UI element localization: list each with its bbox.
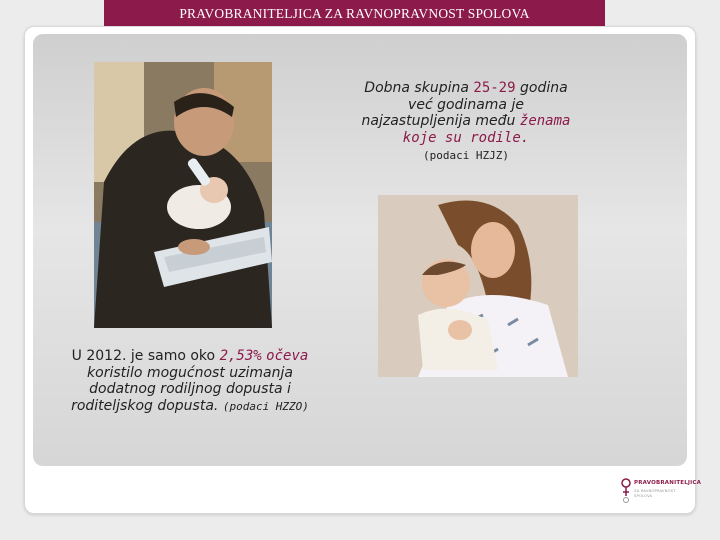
- stat-women-highlight: ženama koje su rodile.: [402, 113, 571, 146]
- stat-age-highlight: 25-29: [473, 80, 516, 96]
- ombudsperson-logo: [620, 474, 702, 504]
- logo-title: PRAVOBRANITELJICA: [634, 480, 702, 486]
- stat-fathers-leave: [60, 348, 320, 415]
- stat-fathers-highlight: očeva: [266, 348, 309, 364]
- mother-baby-photo-icon: [378, 195, 578, 377]
- gender-symbol-icon: [620, 476, 632, 504]
- stat-fathers-part2: koristilo mogućnost uzimanja dodatnog rodiljnog dopusta i roditeljskog dopusta.: [71, 364, 293, 414]
- logo-subtitle: ZA RAVNOPRAVNOST SPOLOVA: [634, 488, 676, 498]
- photo-father-feeding-baby: [94, 62, 272, 328]
- stat-fathers-part1: U 2012. je samo oko: [71, 348, 220, 364]
- stat-age-part2: godina već godinama je najzastupljenija među: [361, 80, 568, 129]
- stat-percent-highlight: 2,53%: [219, 348, 262, 364]
- header-title: PRAVOBRANITELJICA ZA RAVNOPRAVNOST SPOLOVA: [179, 6, 530, 21]
- photo-mother-kissing-baby: [378, 195, 578, 377]
- stat-age-group: [352, 80, 580, 165]
- header-title-bar: [104, 0, 605, 26]
- father-baby-laptop-photo-icon: [94, 62, 272, 328]
- stat-age-part1: Dobna skupina: [364, 80, 474, 96]
- source-hzzo: (podaci HZZO): [222, 399, 309, 413]
- source-hzjz: (podaci HZJZ): [422, 149, 510, 162]
